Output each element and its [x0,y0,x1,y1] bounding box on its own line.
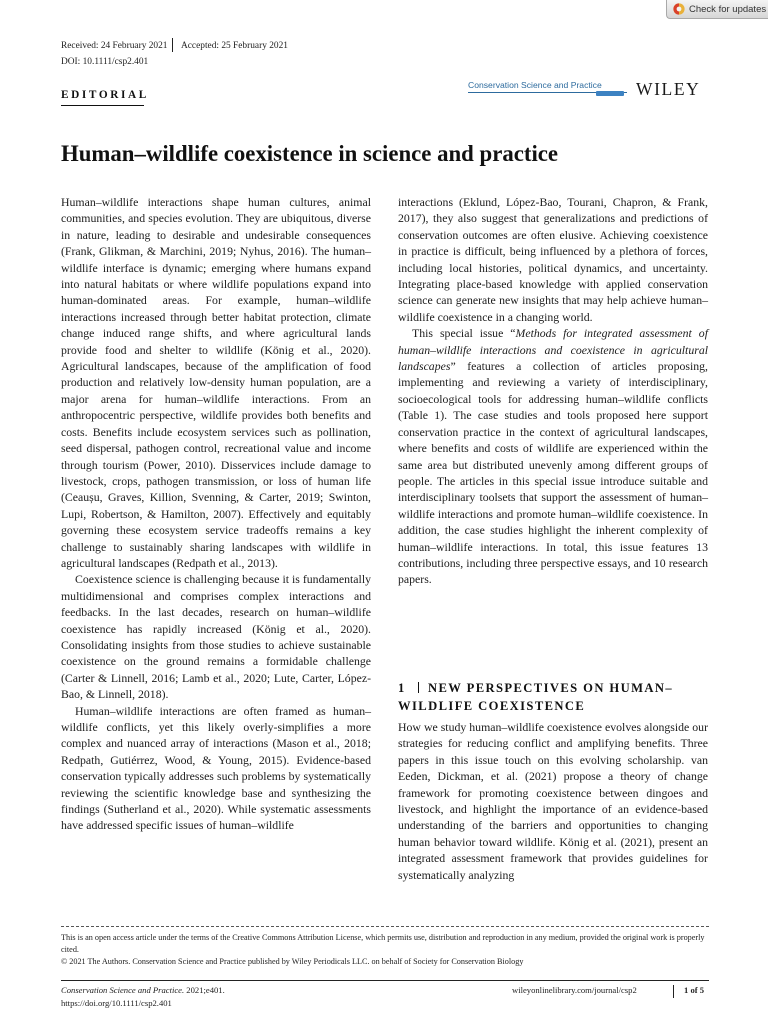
footnote-rule [61,926,709,927]
section-number: 1 [398,681,405,695]
body-paragraph: Coexistence science is challenging because it is fundamentally multidimensional and comprises complex interactions and feedbacks. In the last decades, research on human–wildlife coexistence has rapidly increased (König et al., 2020). Consolidating insights from those studies to achieve sustainable coexistence on the ground remains a formidable challenge (Carter & Linnell, 2016; Lamb et al., 2020; Lute, Carter, López-Bao, & Linnell, 2018). [61,572,371,702]
journal-logo [468,80,628,104]
page-divider [673,985,674,998]
check-updates-icon [673,3,685,15]
special-issue-text: ” features a collection of articles proposing, implementing and reviewing a variety of interdisciplinary, socioecological tools for addressing human–wildlife conflicts (Table 1). The case studies and tools proposed here support conservation practice in the context of agricultural landscapes, where benefits and costs of wildlife are experienced within the same area but distributed unevenly among different groups of people. The articles in this special issue introduce suitable and interdisciplinary toolsets that support the assessment of human–wildlife interactions and promote human–wildlife coexistence. In addition, the case studies highlight the inherent complexity of human–wildlife interactions. In total, this issue features 13 contributions, including three perspective essays, and 10 research papers. [398,359,708,587]
section-title: NEW PERSPECTIVES ON HUMAN–WILDLIFE COEXISTENCE [398,681,674,714]
left-column [61,194,371,834]
check-for-updates-button[interactable] [666,0,768,19]
accepted-date: Accepted: 25 February 2021 [181,41,288,51]
meta-divider [172,38,173,52]
body-paragraph: How we study human–wildlife coexistence evolves alongside our strategies for reducing conflict and amplifying benefits. Three papers in this issue touch on this evolving scholarship. van Eeden, Dickman, et al. (2021) propose a theory of change framework for promoting coexistence between dingoes and livestock, and highlight the importance of an evidence-based understanding of the barriers and opportunities to changing human behavior toward wildlife. König et al. (2021), present an integrated assessment framework that provides guidelines for systematically analyzing [398,720,708,882]
special-issue-lead: This special issue “ [412,326,516,341]
special-issue-title: Methods for integrated assessment of human–wildlife interactions and coexistence in agricultural landscapes [398,326,708,374]
section-rule [61,105,144,106]
copyright-note: © 2021 The Authors. Conservation Science and Practice published by Wiley Periodicals LLC. on behalf of Society for Conservation Biology [61,957,524,966]
doi-link[interactable]: https://doi.org/10.1111/csp2.401 [61,998,172,1008]
body-paragraph: interactions (Eklund, López-Bao, Tourani, Chapron, & Frank, 2017), they also suggest that generalizations and predictions of conservation outcomes are often elusive. Achieving coexistence in practice is difficult, being influenced by a plethora of forces, including local histories, political dynamics, and uncertainty. Integrating place-based knowledge with applied conservation science can generate new insights that may help achieve human–wildlife coexistence in a changing world. [398,195,708,324]
body-paragraph: Human–wildlife interactions shape human cultures, animal communities, and species evolution. They are ubiquitous, diverse in nature, leading to desirable and undesirable consequences (Frank, Glikman, & Marchini, 2019; Nyhus, 2016). The human–wildlife interface is dynamic; emerging where humans expand into natural habitats or where wildlife populations expand into human-dominated areas. For example, human–wildlife interactions increased through better habitat protection, climate change induced range shifts, and where agricultural lands provide food and shelter to wildlife (König et al., 2020). Agricultural landscapes, because of the amplification of food production and relatively low-density human population, are a major arena for human–wildlife interactions. From an anthropocentric perspective, wildlife provides both benefits and costs. Benefits include ecosystem services such as pollination, seed dispersal, pathogen control, recreational value and income through tourism (Power, 2010). Disservices include damage to livestock, crops, pathogen transmission, or loss of human life (Ceaușu, Graves, Killion, Svenning, & Carter, 2019; Swinton, Lupi, Robertson, & Hamilton, 2007). Effectively and equitably governing these ecosystem service tradeoffs remains a key challenge to sustainably sharing landscapes with wildlife in agricultural landscapes (Redpath et al., 2013). [61,195,371,570]
section-label: EDITORIAL [61,89,149,101]
body-paragraph [398,325,708,588]
bottom-rule [61,980,709,981]
article-title: Human–wildlife coexistence in science and practice [61,141,559,166]
doi-label: DOI: 10.1111/csp2.401 [61,57,149,67]
right-column [398,194,708,588]
section-heading [398,679,718,716]
journal-url-link[interactable]: wileyonlinelibrary.com/journal/csp2 [512,985,637,995]
body-paragraph: Human–wildlife interactions are often framed as human–wildlife conflicts, yet this likely overly-simplifies a more complex and nuanced array of interactions (Mason et al., 2018; Redpath, Gutiérrez, Wood, & Young, 2015). Evidence-based conservation typically addresses such problems by systematically reviewing the scientific knowledge base and synthesizing the findings (Sutherland et al., 2020). While systematic assessments have addressed specific issues of human–wildlife [61,703,371,833]
journal-logo-name: Conservation Science and Practice [468,80,602,90]
page-number: 1 of 5 [684,985,705,995]
license-note: This is an open access article under the terms of the Creative Commons Attribution License, which permits use, distribution and reproduction in any medium, provided the original work is properly cited. [61,933,705,954]
open-access-badge [596,91,624,96]
citation-journal: Conservation Science and Practice. [61,985,185,995]
received-date: Received: 24 February 2021 [61,41,168,51]
right-column-section-1 [398,719,708,883]
check-for-updates-label: Check for updates [689,3,767,15]
citation-volume: 2021;e401. [184,985,225,995]
publisher-logo: WILEY [636,79,701,99]
section-heading-divider [418,682,419,693]
citation [61,985,225,997]
